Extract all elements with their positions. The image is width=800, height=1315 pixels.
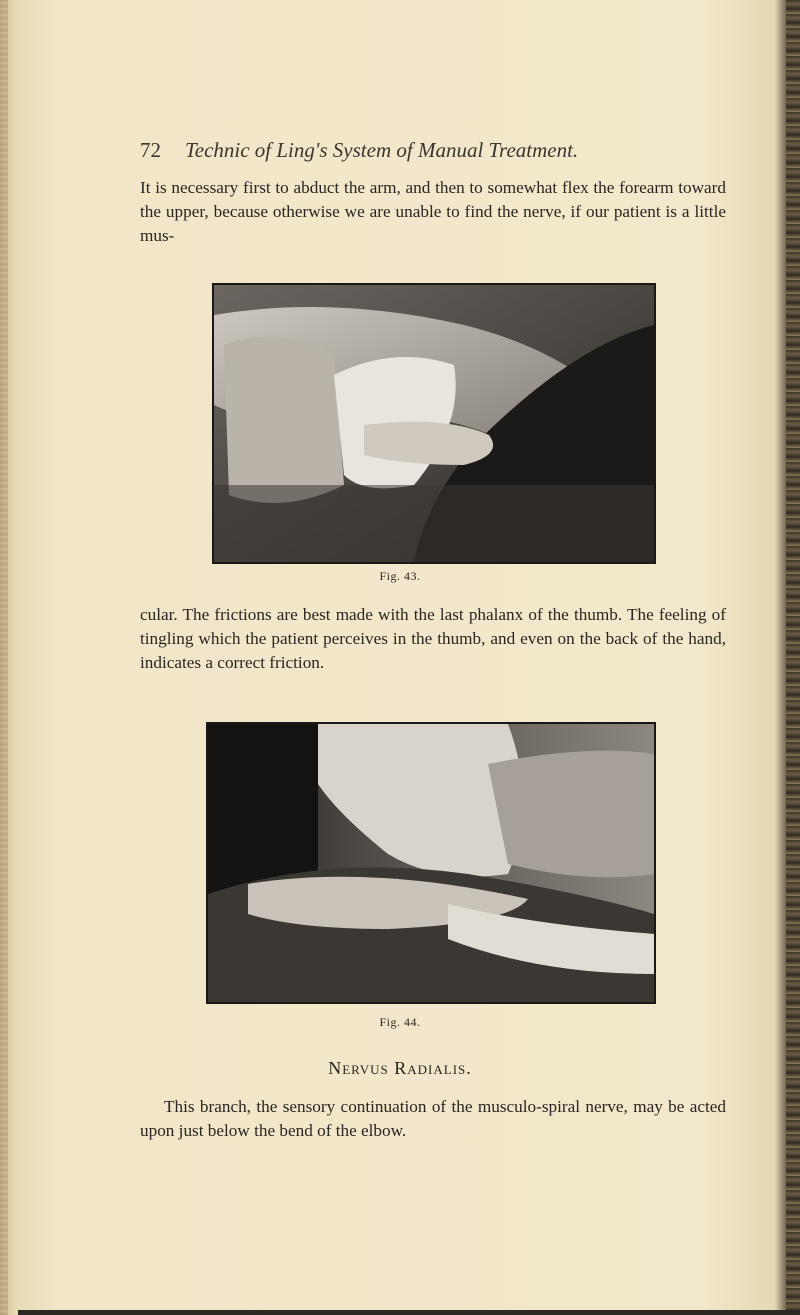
page-edge-dark [786, 0, 800, 1315]
book-spine-shadow [0, 0, 8, 1315]
paragraph-1: It is necessary first to abduct the arm, and then to somewhat flex the forearm toward the upper, because otherwise we are unable to find the nerve, if our patient is a little mus- [140, 178, 726, 245]
section-heading: Nervus Radialis. [328, 1058, 472, 1078]
running-title: Technic of Ling's System of Manual Treatment. [185, 138, 579, 162]
figure-43-caption-wrap [0, 569, 800, 585]
figure-43-caption: Fig. 43. [379, 569, 421, 583]
paragraph-2: cular. The frictions are best made with the last phalanx of the thumb. The feeling of tingling which the patient perceives in the thumb, and even on the back of the hand, indicates a correct friction. [140, 605, 726, 672]
page-bottom-edge [18, 1310, 800, 1315]
figure-43-illustration [214, 285, 654, 562]
figure-44-illustration [208, 724, 654, 1002]
figure-44-caption: Fig. 44. [379, 1015, 421, 1029]
running-header [140, 138, 700, 163]
figure-43-photo [212, 283, 656, 564]
figure-44-caption-wrap [0, 1015, 800, 1031]
paragraph-3: This branch, the sensory continuation of the musculo-spiral nerve, may be acted upon just below the bend of the elbow. [140, 1097, 726, 1140]
figure-44-photo [206, 722, 656, 1004]
page-number: 72 [140, 138, 161, 162]
